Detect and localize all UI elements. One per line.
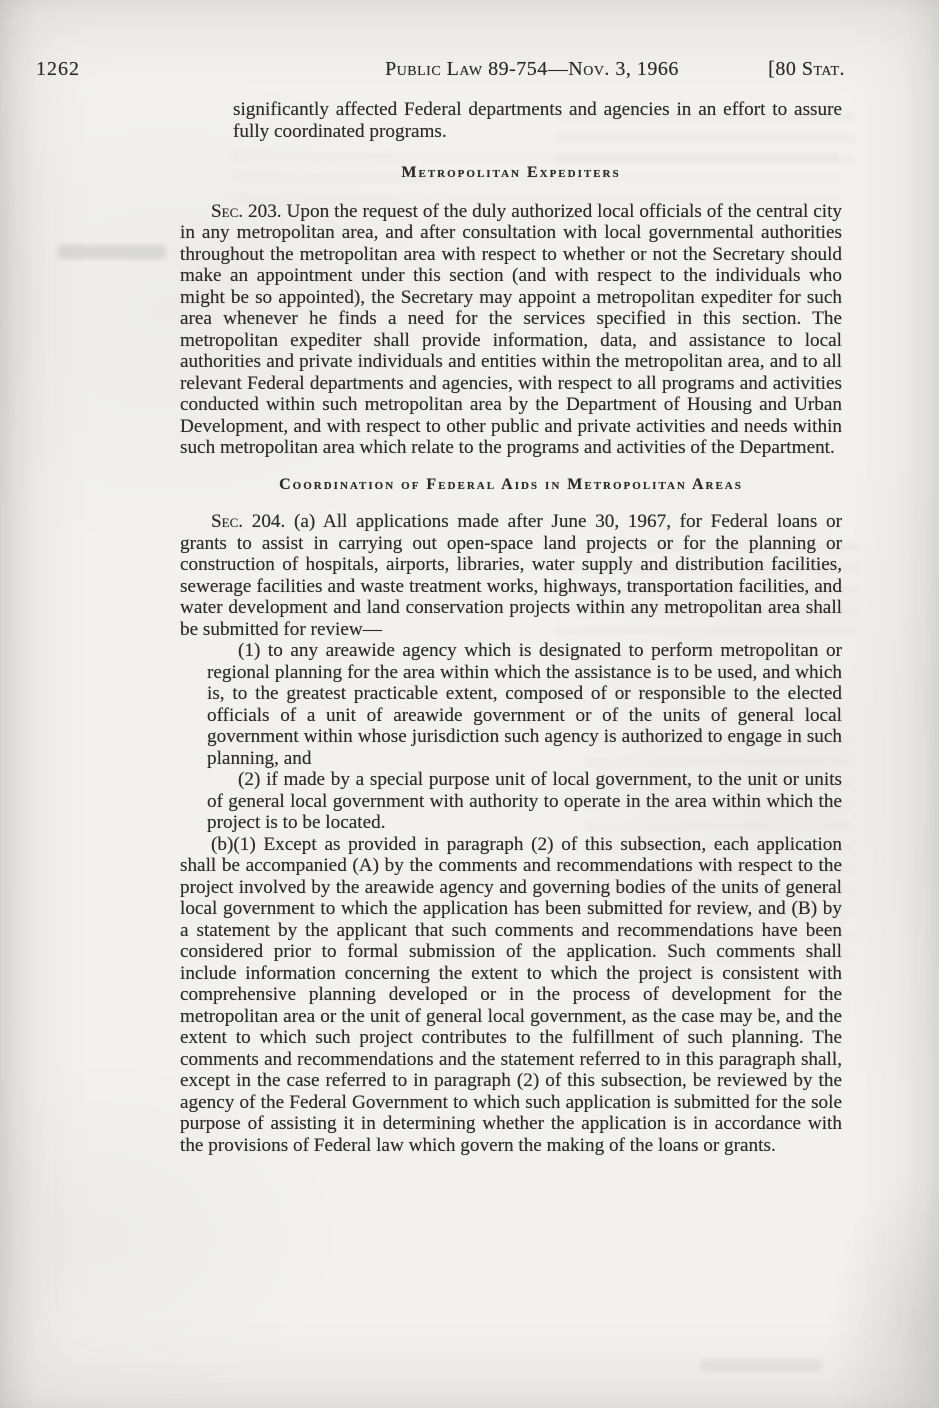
footer-bleed-smudge	[700, 1359, 822, 1371]
section-203-label: Sec. 203.	[211, 200, 282, 222]
corner-scan-blot	[820, 1160, 939, 1408]
header-statute-cite: [80 Stat.	[768, 58, 845, 80]
header-law-title: Public Law 89-754—Nov. 3, 1966	[385, 58, 679, 80]
heading-coordination-federal-aids: Coordination of Federal Aids in Metropolitan Areas	[279, 475, 743, 493]
statute-text-block	[180, 99, 842, 1156]
section-203-text: Upon the request of the duly authorized local officials of the central city in any metropolitan area, and after consultation with local governmental authorities throughout the metropolitan area with respect to whether or not the Secretary should make an appointment under this section (and with respect to the individuals who might be so appointed), the Secretary may appoint a metropolitan expediter for such area whenever he finds a need for the services specified in this section. The metropolitan expediter shall provide information, data, and assistance to local authorities and private individuals and entities within the metropolitan area, and to all relevant Federal departments and agencies, with respect to all programs and activities conducted within such metropolitan area by the Department of Housing and Urban Development, and with respect to other public and private activities and needs within such metropolitan area which relate to the programs and activities of the Department.	[180, 200, 842, 458]
page-number: 1262	[36, 58, 80, 80]
section-203-paragraph	[180, 201, 842, 459]
section-204-label: Sec. 204.	[211, 511, 286, 532]
section-204a-text: (a) All applications made after June 30, 1967, for Federal loans or grants to assist in carrying out open-space land projects or for the planning or construction of hospitals, airports, libraries, water supply and distribution facilities, sewerage facilities and waste treatment works, highways, transportation facilities, and water development and land conservation projects within any metropolitan area shall be submitted for review—	[180, 511, 842, 640]
margin-bleed-smudge	[58, 245, 166, 259]
section-204b1-paragraph: (b)(1) Except as provided in paragraph (2) of this subsection, each application shall be accompanied (A) by the comments and recommendations with respect to the project involved by the areawide agency and governing bodies of the units of general local government to which the application has been submitted for review, and (B) by a statement by the applicant that such comments and recommendations have been considered prior to formal submission of the application. Such comments shall include information concerning the extent to which the project is consistent with comprehensive planning developed or in the process of development for the metropolitan area or the unit of general local government, as the case may be, and the extent to which such project contributes to the fulfillment of such planning. The comments and recommendations and the statement referred to in this paragraph shall, except in the case referred to in paragraph (2) of this subsection, be reviewed by the agency of the Federal Government to which such application is submitted for the sole purpose of assisting it in determining whether the application is in accordance with the provisions of Federal law which govern the making of the loans or grants.	[180, 833, 842, 1156]
section-204a-item-1: (1) to any areawide agency which is designated to perform metropolitan or regional planning for the area within which the assistance is to be used, and which is, to the greatest practicable extent, composed of or responsible to the elected officials of a unit of areawide government or of the units of general local government within whose jurisdiction such agency is authorized to engage in such planning, and	[207, 640, 842, 769]
continuation-paragraph: significantly affected Federal departments and agencies in an effort to assure fully coordinated programs.	[233, 99, 842, 142]
section-204a-item-2: (2) if made by a special purpose unit of local government, to the unit or units of general local government with authority to operate in the area within which the project is to be located.	[207, 769, 842, 833]
running-head	[0, 58, 939, 84]
section-204a-paragraph	[180, 511, 842, 640]
heading-metropolitan-expediters: Metropolitan Expediters	[401, 164, 621, 181]
